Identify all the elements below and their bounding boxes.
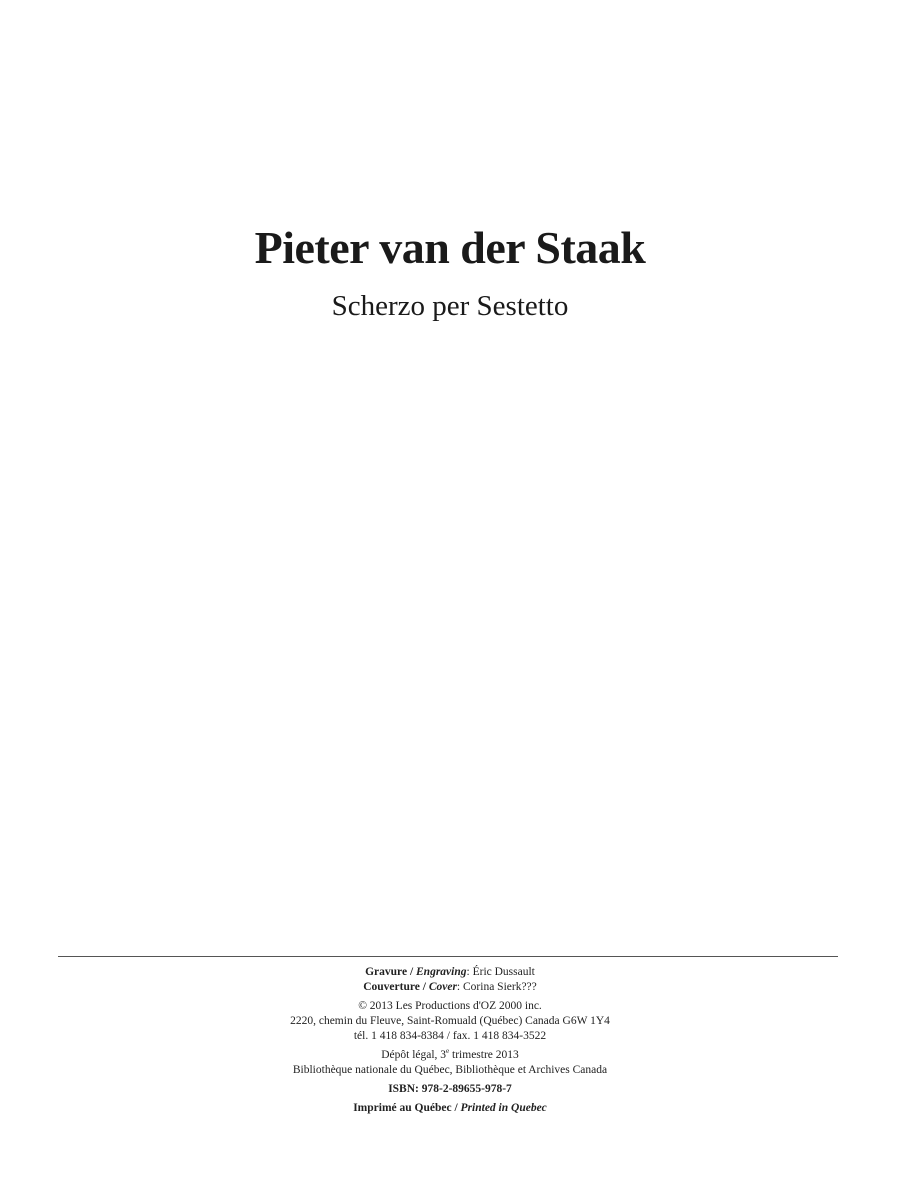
legal-deposit-line [0,1048,900,1063]
printed-en: Printed in Quebec [460,1102,547,1114]
composer-name: Pieter van der Staak [254,222,646,273]
printed-line: Imprimé au Québec / Printed in Quebec [353,1102,547,1114]
title-block [0,218,900,326]
divider-line [58,956,838,957]
copyright-line: © 2013 Les Productions d'OZ 2000 inc. [358,1000,542,1012]
printed-fr: Imprimé au Québec [353,1102,452,1114]
isbn-line [0,1082,900,1097]
legal-deposit-suffix: trimestre 2013 [452,1049,519,1061]
phone-fax-line: tél. 1 418 834-8384 / fax. 1 418 834-3522 [353,1030,547,1042]
work-title: Scherzo per Sestetto [331,290,569,322]
isbn: ISBN: 978-2-89655-978-7 [388,1083,512,1095]
engraver-name: Éric Dussault [472,966,535,978]
cover-label-en: Cover [428,981,457,993]
engraving-label-fr: Gravure [365,966,408,978]
cover-artist-name: Corina Sierk??? [463,981,537,993]
engraving-credit: Gravure / Engraving: Éric Dussault [365,966,535,978]
colophon [0,965,900,1116]
libraries-line: Bibliothèque nationale du Québec, Bibliothèque et Archives Canada [292,1064,608,1076]
cover-credit: Couverture / Cover: Corina Sierk??? [363,981,537,993]
cover-label-fr: Couverture [363,981,420,993]
legal-deposit-prefix: Dépôt légal, 3 [381,1049,447,1061]
engraving-label-en: Engraving [416,966,467,978]
address-line: 2220, chemin du Fleuve, Saint-Romuald (Québec) Canada G6W 1Y4 [290,1015,610,1027]
legal-deposit-sup: e [446,1047,450,1056]
